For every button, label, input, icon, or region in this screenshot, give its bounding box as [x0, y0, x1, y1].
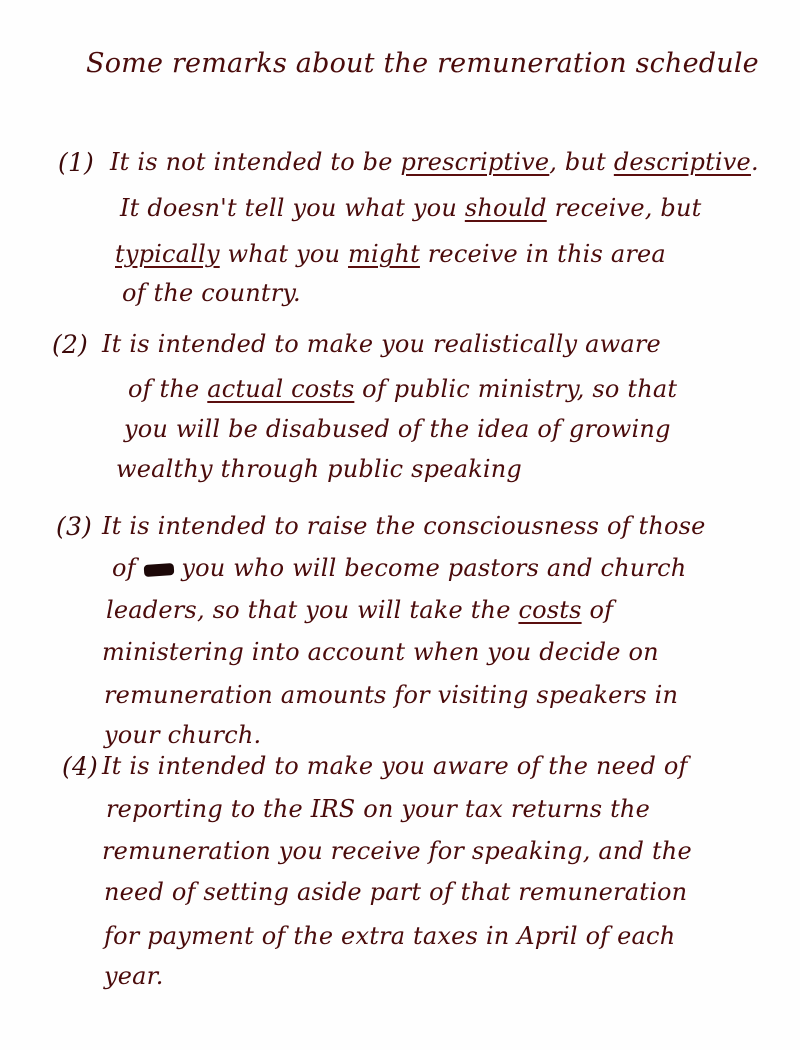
- handwritten-line: typically what you might receive in this area: [115, 240, 666, 268]
- page-title: Some remarks about the remuneration schedule: [86, 48, 759, 79]
- item-number: (2): [52, 330, 89, 359]
- underlined-word: descriptive: [613, 148, 751, 176]
- handwritten-line: It is intended to make you aware of the need of: [102, 752, 688, 780]
- underlined-word: prescriptive: [400, 148, 550, 176]
- handwritten-line: of the country.: [122, 279, 301, 307]
- underlined-word: should: [464, 194, 547, 222]
- handwritten-line: It is intended to make you realistically aware: [102, 330, 661, 358]
- underlined-word: actual costs: [207, 375, 355, 403]
- handwritten-line: year.: [104, 962, 164, 990]
- handwritten-line: It is not intended to be prescriptive, but descriptive.: [110, 148, 759, 176]
- handwritten-line: your church.: [104, 721, 262, 749]
- handwritten-line: for payment of the extra taxes in April of each: [104, 922, 676, 950]
- handwritten-line: ministering into account when you decide on: [102, 638, 659, 666]
- underlined-word: typically: [115, 240, 220, 268]
- handwritten-line: need of setting aside part of that remuneration: [104, 878, 688, 906]
- handwritten-line: leaders, so that you will take the costs of: [106, 596, 614, 624]
- crossed-out-word: [143, 562, 174, 576]
- underlined-word: might: [348, 240, 420, 268]
- handwritten-line: you will be disabused of the idea of growing: [124, 415, 671, 443]
- handwritten-line: remuneration amounts for visiting speakers in: [104, 681, 679, 709]
- underlined-word: costs: [518, 596, 582, 624]
- item-number: (3): [56, 512, 93, 541]
- handwritten-line: remuneration you receive for speaking, and the: [102, 837, 692, 865]
- handwritten-line: It is intended to raise the consciousness of those: [102, 512, 706, 540]
- handwritten-line: of the actual costs of public ministry, so that: [128, 375, 678, 403]
- handwritten-line: wealthy through public speaking: [116, 455, 522, 483]
- item-number: (1): [58, 148, 95, 177]
- item-number: (4): [62, 752, 99, 781]
- handwritten-line: reporting to the IRS on your tax returns the: [106, 795, 650, 823]
- handwritten-line: It doesn't tell you what you should receive, but: [120, 194, 702, 222]
- handwritten-line: of you who will become pastors and church: [112, 554, 687, 582]
